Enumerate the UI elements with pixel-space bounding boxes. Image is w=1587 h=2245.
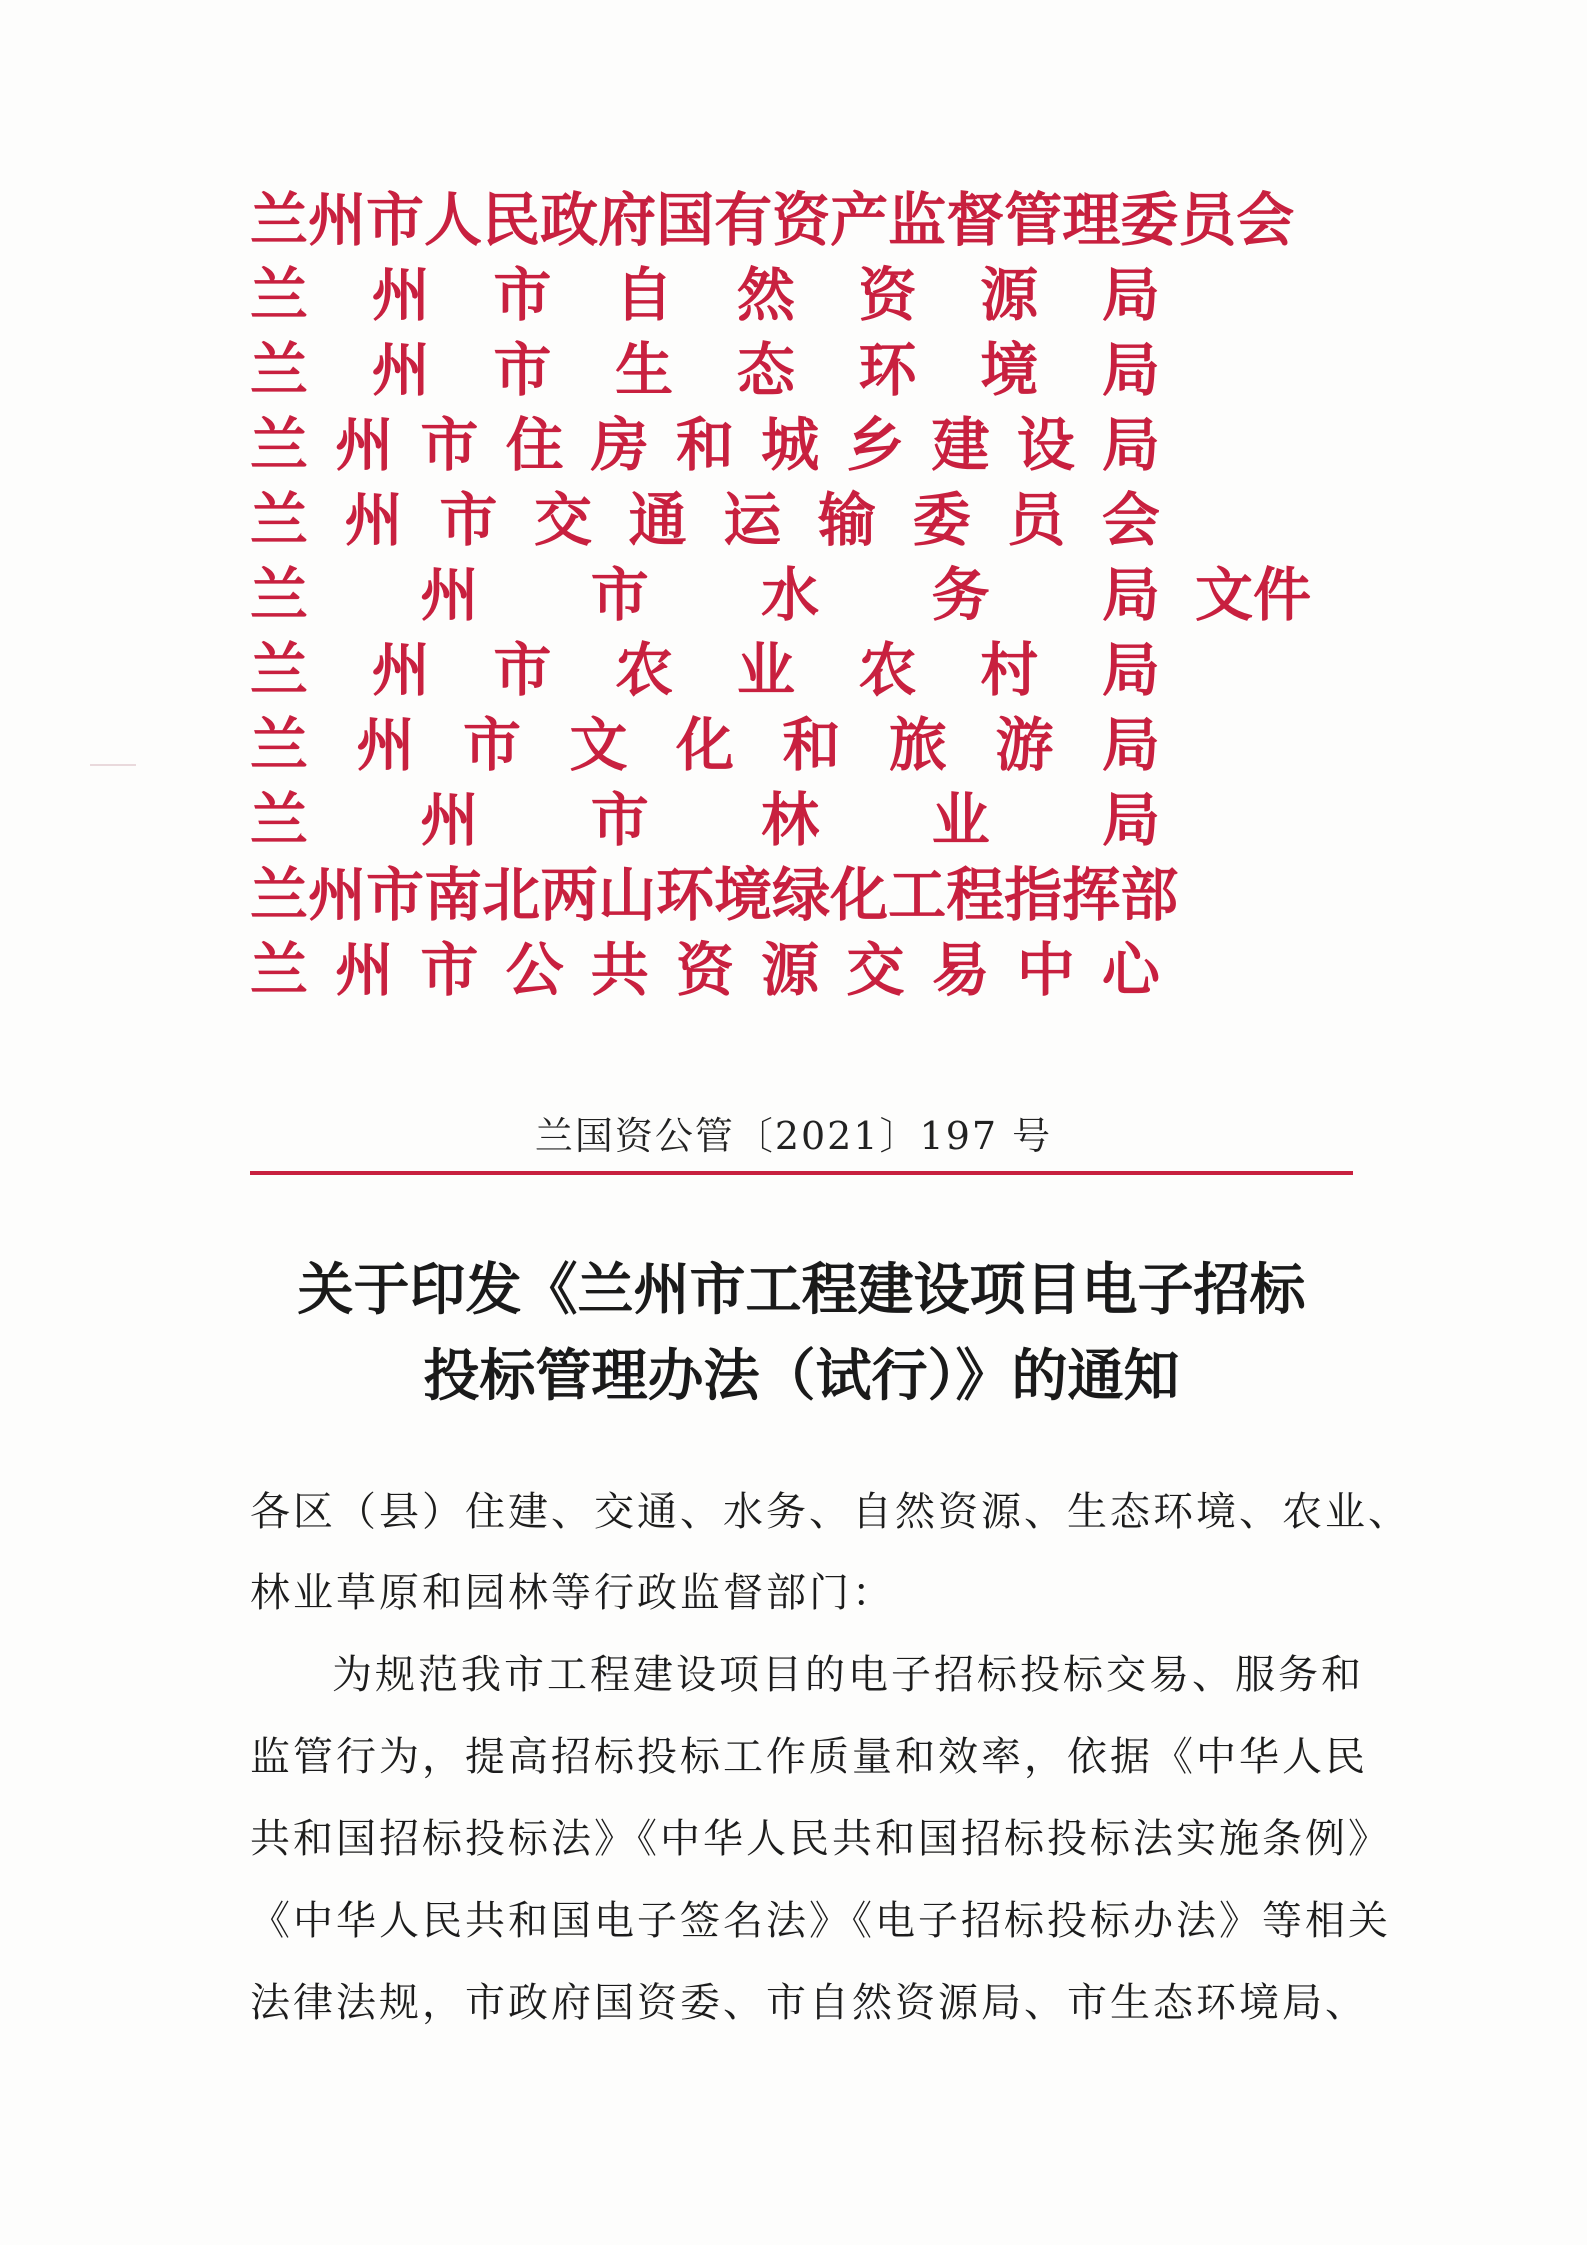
issuer-char: 心 — [1101, 936, 1160, 1004]
document-type-label: 文件 — [1195, 561, 1312, 629]
issuer-name — [250, 935, 1160, 1005]
issuer-char: 局 — [1101, 561, 1160, 629]
paragraph-line: 为规范我市工程建设项目的电子招标投标交易、服务和 — [332, 1652, 1364, 1698]
issuer-char: 南 — [424, 861, 483, 929]
document-number: 兰国资公管〔2021〕197 号 — [534, 1114, 1053, 1158]
issuer-char: 工 — [888, 861, 947, 929]
issuer-char: 乡 — [846, 411, 905, 479]
addressee-line: 各区（县）住建、交通、水务、自然资源、生态环境、农业、 — [250, 1489, 1411, 1535]
issuer-char: 民 — [482, 186, 541, 254]
issuer-char: 州 — [335, 411, 394, 479]
issuer-char: 业 — [736, 636, 795, 704]
issuer-char: 人 — [424, 186, 483, 254]
issuer-char: 部 — [1120, 861, 1179, 929]
issuer-char: 州 — [335, 936, 394, 1004]
issuer-char: 境 — [980, 336, 1039, 404]
issuer-char: 房 — [590, 411, 649, 479]
issuer-char: 化 — [830, 861, 889, 929]
document-title-line: 投标管理办法（试行）》的通知 — [423, 1343, 1180, 1409]
issuer-char: 旅 — [888, 711, 947, 779]
issuer-char: 州 — [308, 186, 367, 254]
issuer-char: 运 — [723, 486, 782, 554]
paragraph-line: 监管行为，提高招标投标工作质量和效率，依据《中华人民 — [250, 1734, 1368, 1780]
issuer-char: 挥 — [1062, 861, 1121, 929]
issuer-name — [250, 635, 1160, 705]
issuer-char: 输 — [817, 486, 876, 554]
issuer-char: 督 — [946, 186, 1005, 254]
issuer-char: 市 — [366, 186, 425, 254]
issuer-char: 环 — [858, 336, 917, 404]
issuer-name — [250, 485, 1160, 555]
issuer-char: 员 — [1178, 186, 1237, 254]
issuer-char: 政 — [540, 186, 599, 254]
issuer-name — [250, 335, 1160, 405]
issuer-char: 兰 — [250, 186, 309, 254]
issuer-char: 委 — [912, 486, 971, 554]
issuer-char: 山 — [598, 861, 657, 929]
issuer-char: 然 — [736, 261, 795, 329]
issuer-char: 兰 — [250, 711, 309, 779]
issuer-name — [250, 410, 1160, 480]
issuer-char: 程 — [946, 861, 1005, 929]
issuer-char: 州 — [420, 561, 479, 629]
issuer-char: 局 — [1101, 711, 1160, 779]
scan-artifact — [90, 764, 136, 766]
red-divider-line — [250, 1171, 1353, 1175]
issuer-char: 境 — [714, 861, 773, 929]
issuer-char: 市 — [590, 786, 649, 854]
issuer-name — [250, 860, 1179, 930]
issuer-char: 府 — [598, 186, 657, 254]
issuer-char: 市 — [366, 861, 425, 929]
issuer-char: 会 — [1236, 186, 1295, 254]
issuer-char: 资 — [858, 261, 917, 329]
issuer-char: 交 — [533, 486, 592, 554]
issuer-name — [250, 560, 1160, 630]
issuer-char: 生 — [615, 336, 674, 404]
issuer-char: 兰 — [250, 636, 309, 704]
issuer-char: 建 — [931, 411, 990, 479]
issuer-char: 兰 — [250, 261, 309, 329]
issuer-char: 兰 — [250, 411, 309, 479]
issuer-char: 林 — [761, 786, 820, 854]
issuer-char: 设 — [1016, 411, 1075, 479]
issuer-char: 州 — [371, 336, 430, 404]
issuer-char: 州 — [344, 486, 403, 554]
issuer-char: 文 — [569, 711, 628, 779]
issuer-char: 市 — [493, 636, 552, 704]
paragraph-line: 法律法规，市政府国资委、市自然资源局、市生态环境局、 — [250, 1980, 1368, 2026]
issuer-char: 易 — [931, 936, 990, 1004]
issuer-char: 业 — [931, 786, 990, 854]
issuer-char: 城 — [761, 411, 820, 479]
issuer-char: 环 — [656, 861, 715, 929]
issuer-char: 市 — [590, 561, 649, 629]
addressee-line: 林业草原和园林等行政监督部门： — [250, 1570, 895, 1616]
issuer-char: 兰 — [250, 786, 309, 854]
issuer-char: 农 — [615, 636, 674, 704]
issuer-char: 兰 — [250, 936, 309, 1004]
issuer-char: 绿 — [772, 861, 831, 929]
issuer-char: 国 — [656, 186, 715, 254]
issuer-char: 化 — [675, 711, 734, 779]
issuer-name — [250, 710, 1160, 780]
document-title-line: 关于印发《兰州市工程建设项目电子招标 — [297, 1257, 1306, 1323]
issuer-char: 兰 — [250, 861, 309, 929]
issuer-char: 态 — [736, 336, 795, 404]
paragraph-line: 《中华人民共和国电子签名法》《电子招标投标办法》等相关 — [250, 1898, 1391, 1944]
issuer-char: 局 — [1101, 411, 1160, 479]
issuer-char: 兰 — [250, 561, 309, 629]
issuer-char: 中 — [1016, 936, 1075, 1004]
issuer-char: 源 — [761, 936, 820, 1004]
issuer-char: 村 — [980, 636, 1039, 704]
issuer-name — [250, 260, 1160, 330]
issuer-char: 两 — [540, 861, 599, 929]
issuer-char: 局 — [1101, 261, 1160, 329]
issuer-name — [250, 785, 1160, 855]
issuer-name — [250, 185, 1295, 255]
issuer-char: 交 — [846, 936, 905, 1004]
issuer-char: 住 — [505, 411, 564, 479]
issuer-char: 源 — [980, 261, 1039, 329]
issuer-char: 理 — [1062, 186, 1121, 254]
issuer-char: 水 — [761, 561, 820, 629]
issuer-char: 市 — [493, 336, 552, 404]
issuer-char: 有 — [714, 186, 773, 254]
issuer-char: 资 — [675, 936, 734, 1004]
issuer-char: 市 — [420, 936, 479, 1004]
issuer-char: 务 — [931, 561, 990, 629]
issuer-char: 监 — [888, 186, 947, 254]
issuer-char: 州 — [420, 786, 479, 854]
issuer-char: 局 — [1101, 336, 1160, 404]
paragraph-line: 共和国招标投标法》《中华人民共和国招标投标法实施条例》 — [250, 1816, 1391, 1862]
issuer-char: 和 — [782, 711, 841, 779]
issuer-char: 局 — [1101, 636, 1160, 704]
issuer-char: 州 — [356, 711, 415, 779]
issuer-char: 公 — [505, 936, 564, 1004]
issuer-char: 和 — [675, 411, 734, 479]
issuer-char: 市 — [462, 711, 521, 779]
issuer-char: 市 — [493, 261, 552, 329]
issuer-char: 指 — [1004, 861, 1063, 929]
issuer-char: 游 — [995, 711, 1054, 779]
issuer-char: 北 — [482, 861, 541, 929]
issuer-char: 管 — [1004, 186, 1063, 254]
issuer-char: 会 — [1101, 486, 1160, 554]
issuer-char: 州 — [308, 861, 367, 929]
issuer-char: 兰 — [250, 486, 309, 554]
issuer-char: 市 — [439, 486, 498, 554]
issuer-char: 委 — [1120, 186, 1179, 254]
issuer-char: 资 — [772, 186, 831, 254]
issuer-char: 兰 — [250, 336, 309, 404]
issuer-char: 共 — [590, 936, 649, 1004]
issuer-char: 通 — [628, 486, 687, 554]
issuer-char: 产 — [830, 186, 889, 254]
issuer-char: 局 — [1101, 786, 1160, 854]
issuer-char: 市 — [420, 411, 479, 479]
issuer-char: 自 — [615, 261, 674, 329]
issuer-char: 州 — [371, 261, 430, 329]
issuer-char: 员 — [1007, 486, 1066, 554]
issuer-char: 农 — [858, 636, 917, 704]
issuer-char: 州 — [371, 636, 430, 704]
